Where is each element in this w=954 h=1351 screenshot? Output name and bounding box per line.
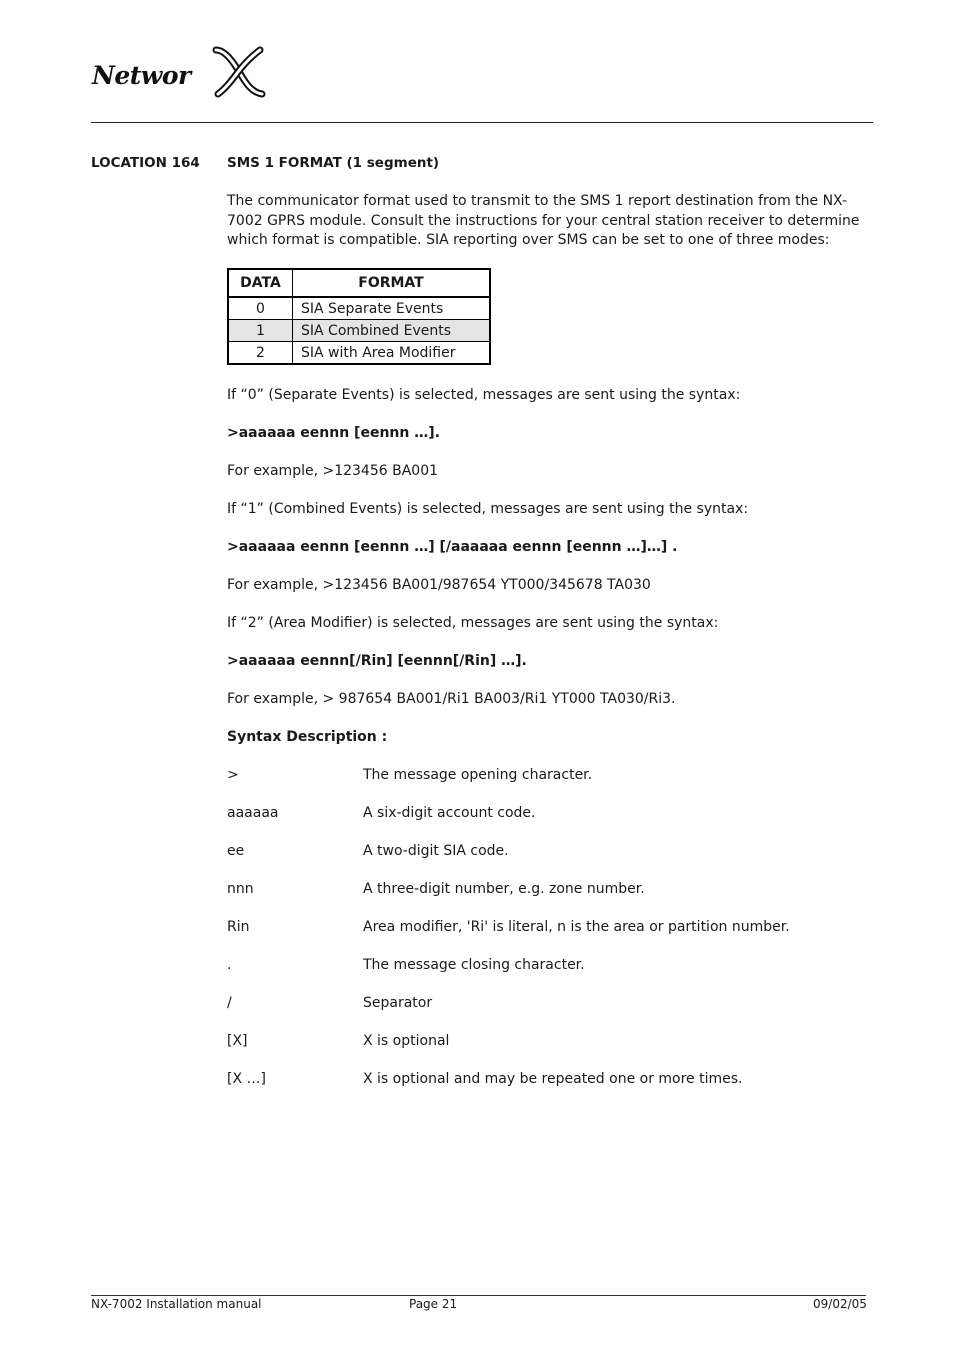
header-data: DATA bbox=[228, 269, 293, 297]
logo-x-mark-icon bbox=[210, 46, 266, 98]
syntax-symbol: . bbox=[227, 957, 232, 973]
footer-divider bbox=[91, 1295, 866, 1296]
syntax-symbol: ee bbox=[227, 843, 245, 859]
footer-page-number: Page 21 bbox=[409, 1297, 458, 1311]
header-format: FORMAT bbox=[293, 269, 491, 297]
mode-intro: If “2” (Area Modifier) is selected, messages are sent using the syntax: bbox=[227, 615, 719, 631]
networx-logo bbox=[92, 46, 272, 100]
cell-format: SIA with Area Modifier bbox=[293, 342, 491, 365]
mode-intro: If “0” (Separate Events) is selected, messages are sent using the syntax: bbox=[227, 387, 741, 403]
table-row bbox=[228, 342, 490, 365]
syntax-definition: A three-digit number, e.g. zone number. bbox=[363, 881, 645, 897]
footer-manual-title: NX-7002 Installation manual bbox=[91, 1297, 262, 1311]
syntax-definition: The message opening character. bbox=[363, 767, 593, 783]
header-divider bbox=[91, 122, 873, 123]
mode-example: For example, > 987654 BA001/Ri1 BA003/Ri1 YT000 TA030/Ri3. bbox=[227, 691, 676, 707]
footer-date: 09/02/05 bbox=[813, 1297, 867, 1311]
intro-paragraph: The communicator format used to transmit to the SMS 1 report destination from the NX-7002 GPRS module. Consult the instructions for your central station receiver to determine which format is compatible. SIA reporting over SMS can be set to one of three modes: bbox=[227, 193, 860, 248]
location-label: LOCATION 164 bbox=[91, 155, 200, 171]
syntax-symbol: [X] bbox=[227, 1033, 248, 1049]
table-row bbox=[228, 297, 490, 320]
syntax-description-heading: Syntax Description : bbox=[227, 729, 388, 745]
logo-wordmark: Networ bbox=[92, 61, 191, 90]
syntax-symbol: aaaaaa bbox=[227, 805, 279, 821]
syntax-definition: A six-digit account code. bbox=[363, 805, 536, 821]
syntax-symbol: nnn bbox=[227, 881, 254, 897]
syntax-symbol: / bbox=[227, 995, 232, 1011]
syntax-definition: Separator bbox=[363, 995, 433, 1011]
section-title: SMS 1 FORMAT (1 segment) bbox=[227, 155, 440, 171]
cell-data: 2 bbox=[228, 342, 293, 365]
mode-syntax: >aaaaaa eennn [eennn …]. bbox=[227, 425, 440, 441]
table-header-row bbox=[228, 269, 490, 297]
cell-format: SIA Separate Events bbox=[293, 297, 491, 320]
syntax-definition: Area modifier, 'Ri' is literal, n is the area or partition number. bbox=[363, 919, 790, 935]
mode-example: For example, >123456 BA001 bbox=[227, 463, 439, 479]
mode-syntax: >aaaaaa eennn [eennn …] [/aaaaaa eennn [eennn …]…] . bbox=[227, 539, 678, 555]
mode-intro: If “1” (Combined Events) is selected, messages are sent using the syntax: bbox=[227, 501, 749, 517]
syntax-symbol: > bbox=[227, 767, 239, 783]
syntax-symbol: [X …] bbox=[227, 1071, 266, 1087]
syntax-definition: X is optional and may be repeated one or more times. bbox=[363, 1071, 743, 1087]
mode-syntax: >aaaaaa eennn[/Rin] [eennn[/Rin] …]. bbox=[227, 653, 527, 669]
table-row bbox=[228, 320, 490, 342]
format-table bbox=[227, 268, 491, 365]
syntax-definition: X is optional bbox=[363, 1033, 450, 1049]
syntax-symbol: Rin bbox=[227, 919, 250, 935]
syntax-definition: A two-digit SIA code. bbox=[363, 843, 509, 859]
cell-data: 1 bbox=[228, 320, 293, 342]
mode-example: For example, >123456 BA001/987654 YT000/345678 TA030 bbox=[227, 577, 651, 593]
cell-data: 0 bbox=[228, 297, 293, 320]
cell-format: SIA Combined Events bbox=[293, 320, 491, 342]
syntax-definition: The message closing character. bbox=[363, 957, 585, 973]
